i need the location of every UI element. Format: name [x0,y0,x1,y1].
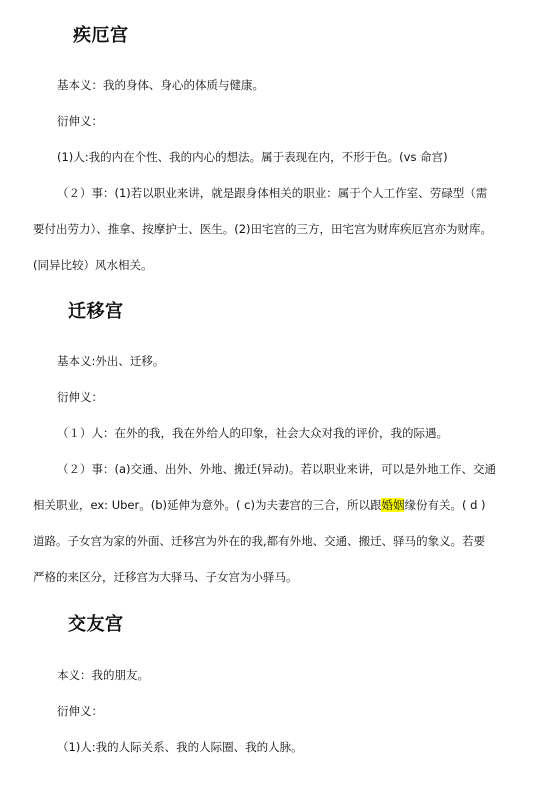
section-heading-jiao-you-gong: 交友宫 [68,614,124,635]
paragraph-line: （1)人:我的人际关系、我的人际圈、我的人脉。 [57,740,303,754]
line-text-before-highlight: 相关职业，ex: Uber。(b)延伸为意外。( c)为夫妻宫的三合，所以跟 [33,498,382,512]
paragraph-line: （１）人：在外的我，我在外给人的印象，社会大众对我的评价，我的际遇。 [57,426,448,440]
paragraph-line-highlighted [33,497,486,513]
highlighted-word: 婚姻 [381,498,405,512]
section-heading-jie-e-gong: 疾厄宫 [73,25,129,46]
paragraph-line: 本义：我的朋友。 [57,668,149,682]
paragraph-line: 道路。子女宫为家的外面、迁移宫为外在的我,都有外地、交通、搬迁、驿马的象义。若要 [33,534,486,548]
paragraph-line: 严格的来区分，迁移宫为大驿马、子女宫为小驿马。 [33,570,298,584]
paragraph-line: （２）事：(1)若以职业来讲，就是跟身体相关的职业：属于个人工作室、劳碌型（需 [57,186,488,200]
paragraph-line: 衍伸义： [57,704,103,718]
line-text-after-highlight: 缘份有关。( d ) [404,498,486,512]
section-heading-qian-yi-gong: 迁移宫 [68,301,124,322]
paragraph-line: 基本义：我的身体、身心的体质与健康。 [57,78,264,92]
paragraph-line: (1)人:我的内在个性、我的内心的想法。属于表现在内，不形于色。(vs 命宫) [57,150,448,164]
paragraph-line: （２）事：(a)交通、出外、外地、搬迁(异动)。若以职业来讲，可以是外地工作、交通 [57,462,496,476]
paragraph-line: (同异比较）风水相关。 [33,258,153,272]
paragraph-line: 要付出劳力）、推拿、按摩护士、医生。(2)田宅宫的三方，田宅宫为财库疾厄宫亦为财库。 [33,222,493,236]
paragraph-line: 衍伸义： [57,114,103,128]
paragraph-line: 基本义:外出、迁移。 [57,354,165,368]
paragraph-line: 衍伸义： [57,390,103,404]
